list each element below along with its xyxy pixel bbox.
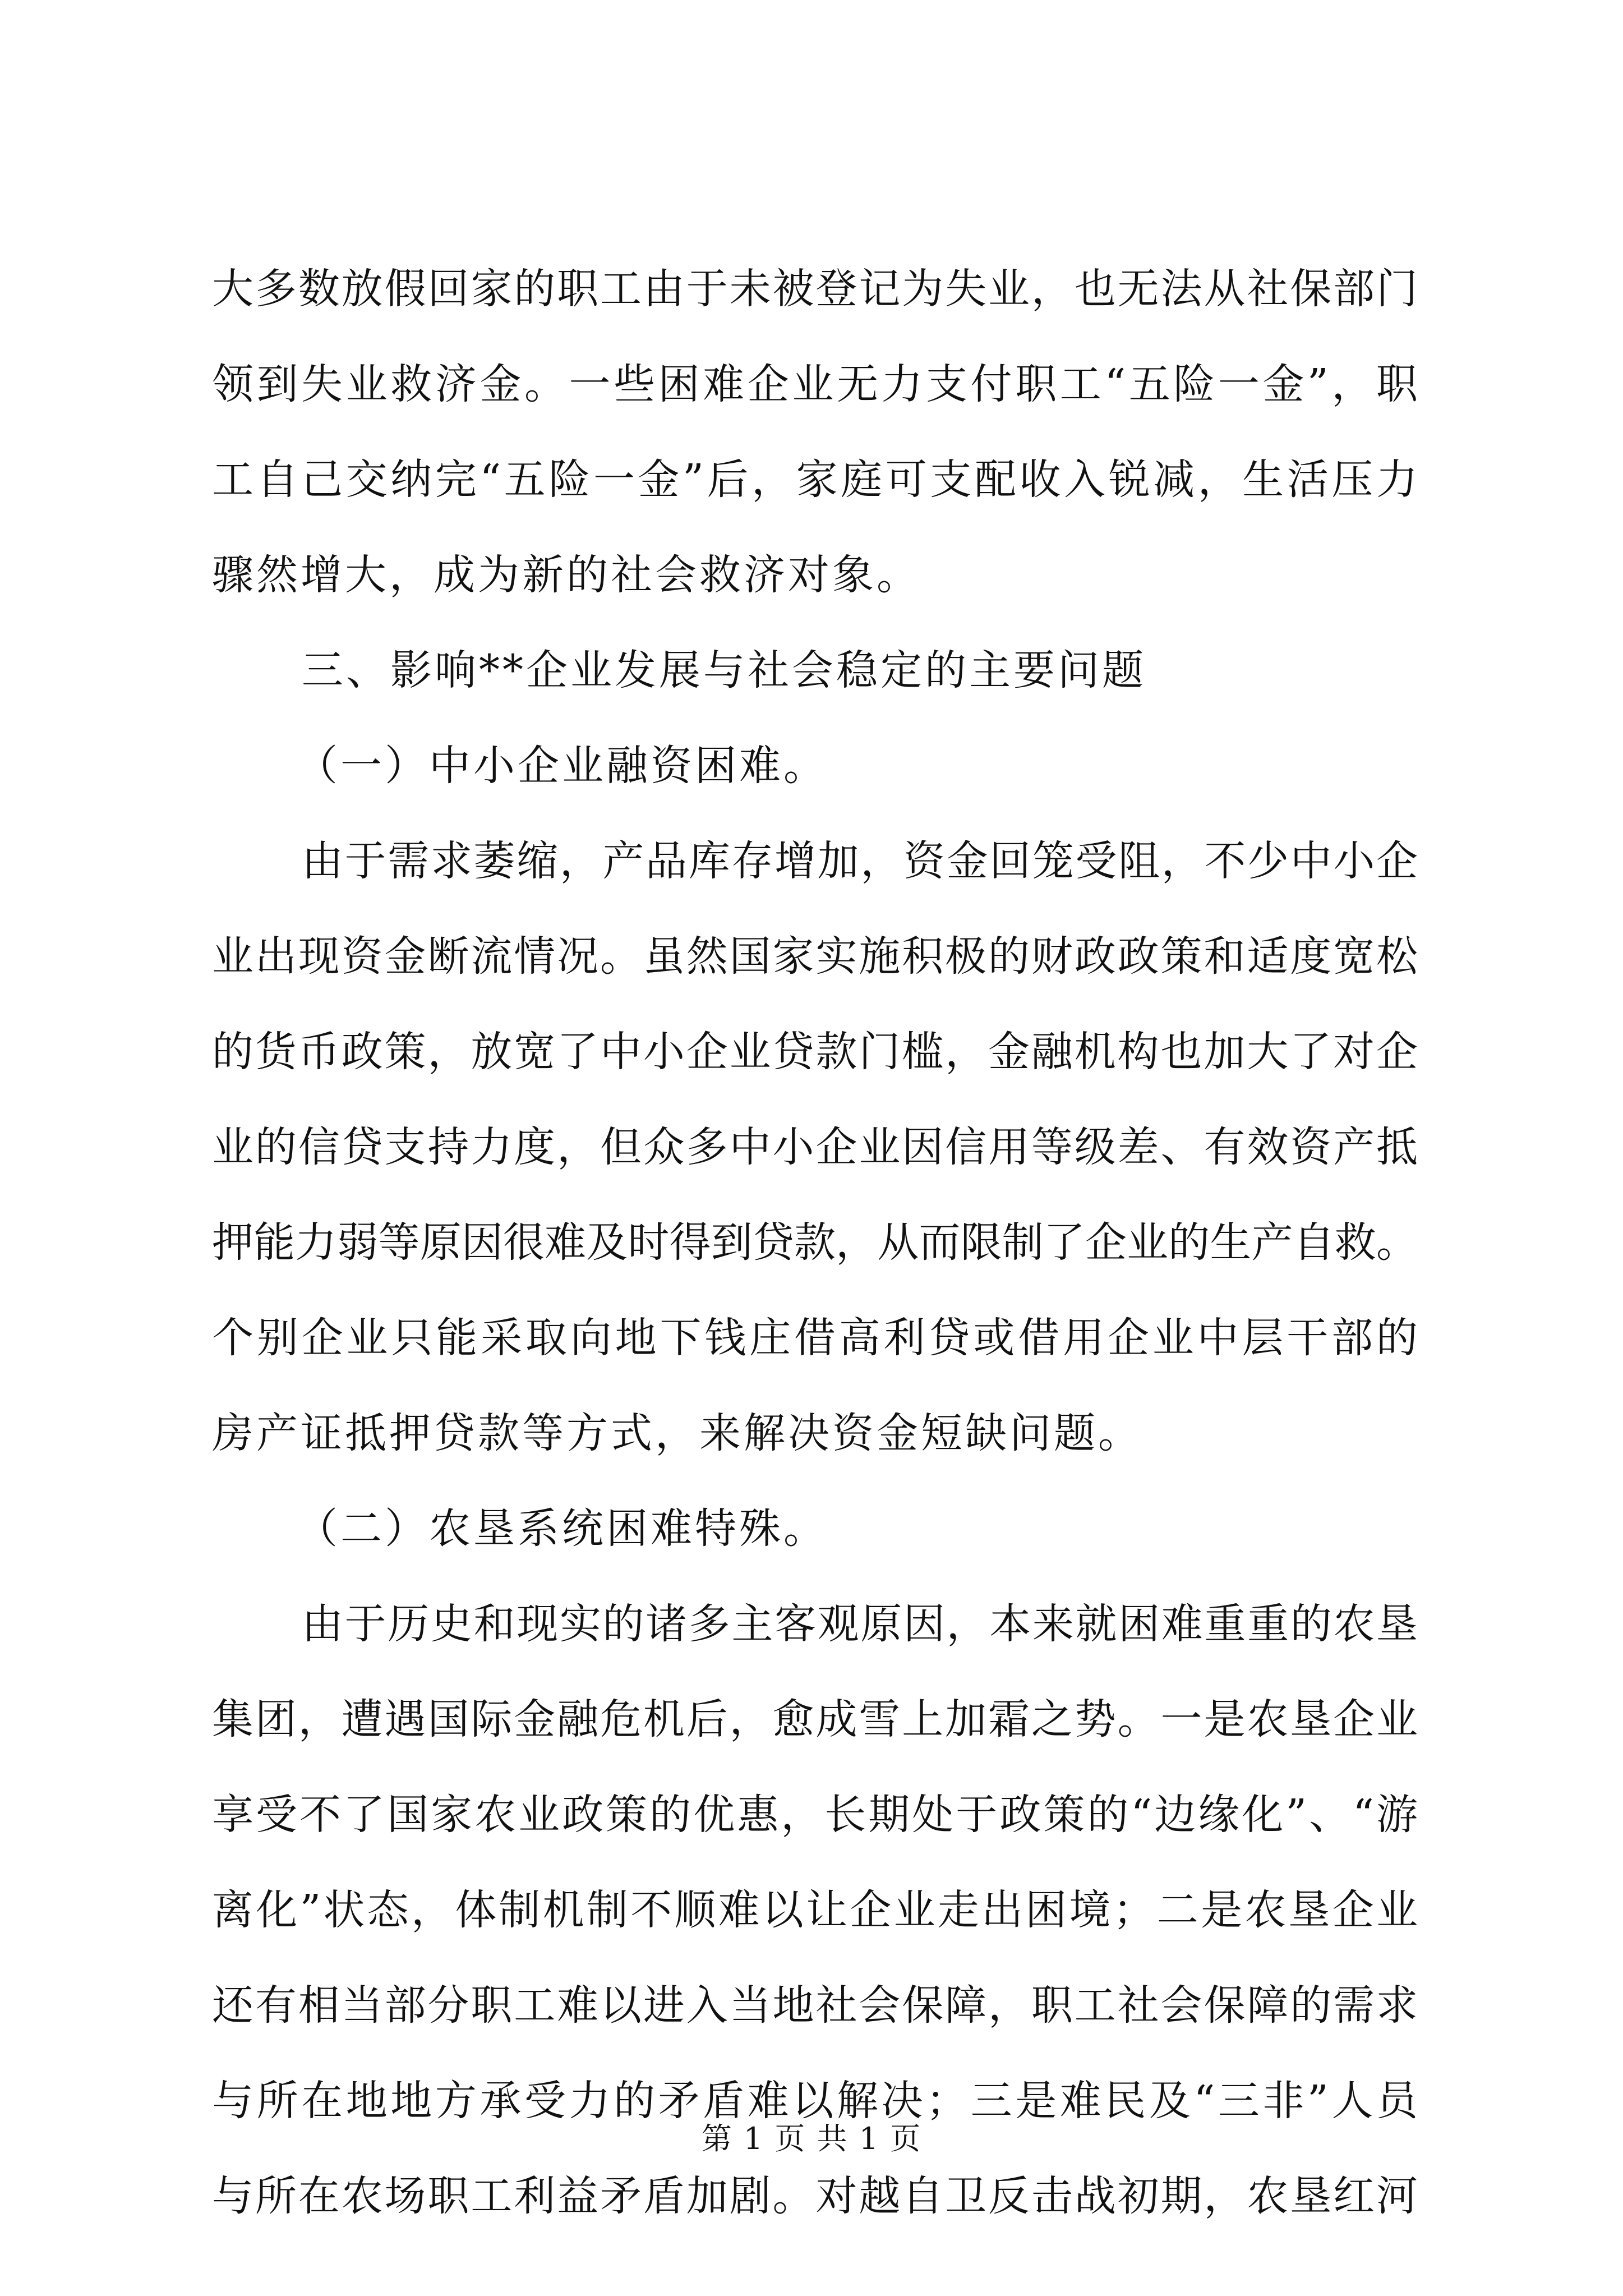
page-footer: 第 1 页 共 1 页 <box>701 2121 922 2156</box>
text-line: 的货币政策，放宽了中小企业贷款门槛，金融机构也加大了对企 <box>212 1028 1418 1076</box>
subsection-heading: （一）中小企业融资困难。 <box>296 742 828 790</box>
text-line: 还有相当部分职工难以进入当地社会保障，职工社会保障的需求 <box>212 1981 1418 2030</box>
text-line: 与所在地地方承受力的矛盾难以解决；三是难民及“三非”人员 <box>212 2077 1418 2125</box>
text-line: 房产证抵押贷款等方式，来解决资金短缺问题。 <box>212 1409 1142 1457</box>
text-line: 业出现资金断流情况。虽然国家实施积极的财政政策和适度宽松 <box>212 932 1418 981</box>
text-line: 领到失业救济金。一些困难企业无力支付职工“五险一金”，职 <box>212 360 1418 408</box>
subsection-heading: （二）农垦系统困难特殊。 <box>296 1504 828 1553</box>
text-line: 骤然增大，成为新的社会救济对象。 <box>212 551 921 599</box>
text-line: 由于历史和现实的诸多主客观原因，本来就困难重重的农垦 <box>302 1600 1418 1648</box>
text-line: 由于需求萎缩，产品库存增加，资金回笼受阻，不少中小企 <box>302 837 1418 885</box>
text-line: 与所在农场职工利益矛盾加剧。对越自卫反击战初期，农垦红河 <box>212 2172 1418 2220</box>
section-heading: 三、影响**企业发展与社会稳定的主要问题 <box>302 646 1146 694</box>
text-line: 工自己交纳完“五险一金”后，家庭可支配收入锐减，生活压力 <box>212 455 1418 504</box>
text-line: 大多数放假回家的职工由于未被登记为失业，也无法从社保部门 <box>212 265 1418 313</box>
text-line: 离化”状态，体制机制不顺难以让企业走出困境；二是农垦企业 <box>212 1886 1418 1934</box>
text-line: 享受不了国家农业政策的优惠，长期处于政策的“边缘化”、“游 <box>212 1791 1418 1839</box>
text-line: 个别企业只能采取向地下钱庄借高利贷或借用企业中层干部的 <box>212 1314 1418 1362</box>
text-line: 押能力弱等原因很难及时得到贷款，从而限制了企业的生产自救。 <box>212 1218 1418 1267</box>
text-line: 集团，遭遇国际金融危机后，愈成雪上加霜之势。一是农垦企业 <box>212 1695 1418 1743</box>
text-line: 业的信贷支持力度，但众多中小企业因信用等级差、有效资产抵 <box>212 1123 1418 1171</box>
